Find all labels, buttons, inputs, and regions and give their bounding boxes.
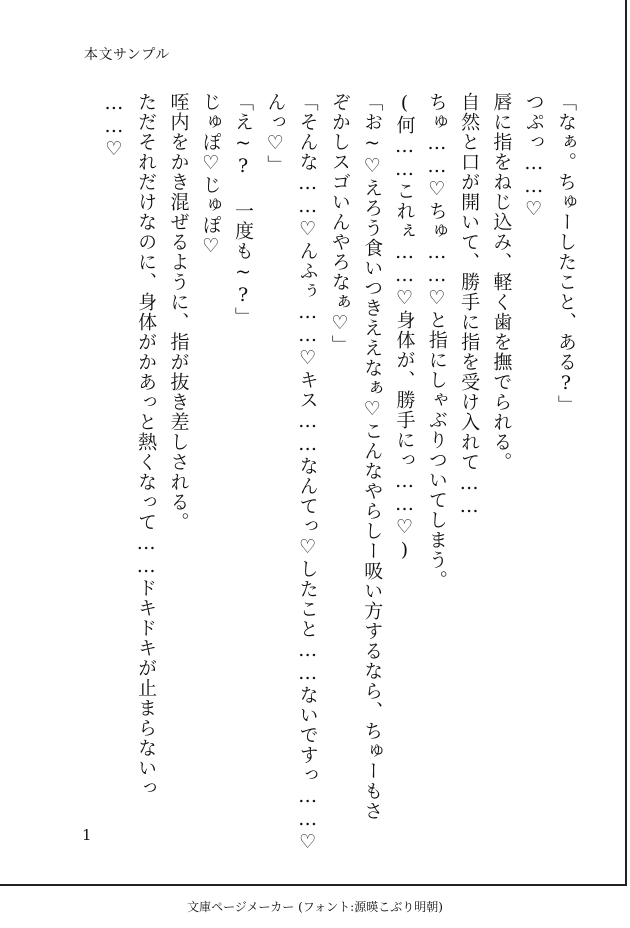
running-header: 本文サンプル bbox=[84, 47, 170, 63]
text-line: じゅぽ♡じゅぽ♡ bbox=[199, 92, 222, 258]
text-line: 「そんな……♡んふぅ……♡キス……なんてっ♡したこと……ないですっ……♡ bbox=[296, 92, 319, 854]
text-line: ぞかしスゴいんやろなぁ♡」 bbox=[328, 92, 351, 355]
text-line: (何……これぇ……♡身体が、勝手にっ……♡) bbox=[393, 92, 416, 562]
text-line: 唇に指をねじ込み、軽く歯を撫でられる。 bbox=[490, 92, 513, 472]
text-line: ……♡ bbox=[102, 92, 125, 161]
vertical-text-block bbox=[98, 92, 582, 854]
text-line: ただそれだけなのに、身体がかあっと熱くなって……ドキドキが止まらないっ bbox=[135, 92, 158, 798]
text-line: 「え~? 一度も~?」 bbox=[232, 92, 255, 327]
text-line: つぷっ……♡ bbox=[522, 92, 545, 221]
text-line: 咥内をかき混ぜるように、指が抜き差しされる。 bbox=[167, 92, 190, 532]
footer-credit: 文庫ページメーカー (フォント:源暎こぶり明朝) bbox=[187, 900, 443, 914]
text-line: ちゅ……♡ちゅ……♡と指にしゃぶりついてしまう。 bbox=[425, 92, 448, 590]
page-number: 1 bbox=[82, 826, 92, 844]
text-line: 自然と口が開いて、勝手に指を受け入れて…… bbox=[458, 92, 481, 518]
text-line: んっ♡」 bbox=[264, 92, 287, 175]
text-line: 「なぁ。ちゅーしたこと、ある?」 bbox=[555, 92, 577, 415]
text-line: 「お~♡えろう食いつきええなぁ♡こんなやらしー吸い方するなら、ちゅーもさ bbox=[361, 92, 384, 821]
